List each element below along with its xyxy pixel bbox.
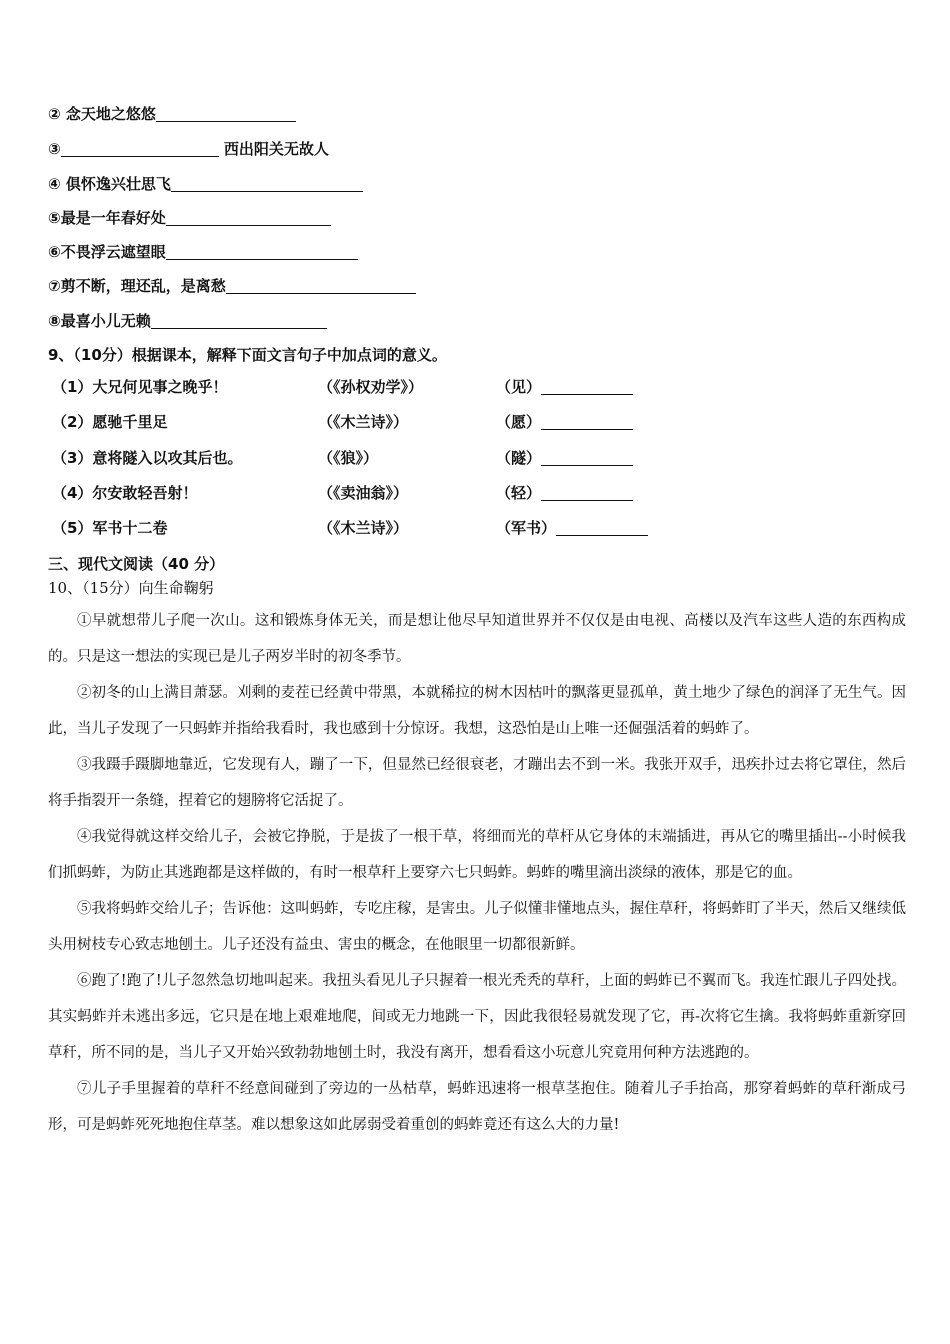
q9-word-label: （见） <box>496 378 542 396</box>
answer-blank[interactable] <box>541 378 633 395</box>
poem-line-8 <box>48 310 327 331</box>
answer-blank[interactable] <box>151 312 327 329</box>
poem-line-5 <box>48 207 331 228</box>
answer-blank[interactable] <box>541 449 633 466</box>
article-paragraph: ②初冬的山上满目萧瑟。刈剩的麦茬已经黄中带黑，本就稀拉的树木因枯叶的飘落更显孤单，黄土地少了绿色的润泽了无生气。因此，当儿子发现了一只蚂蚱并指给我看时，我也感到十分惊讶。我想，这恐怕是山上唯一还倔强活着的蚂蚱了。 <box>48 685 906 737</box>
q9-word-label: （军书） <box>496 519 557 537</box>
answer-blank[interactable] <box>541 484 633 501</box>
q9-source: （《卖油翁》） <box>318 484 409 502</box>
poem-text: ⑤最是一年春好处 <box>48 209 166 227</box>
article-body <box>48 603 906 1143</box>
answer-blank[interactable] <box>556 519 648 536</box>
poem-text: ⑧最喜小儿无赖 <box>48 312 151 330</box>
answer-blank[interactable] <box>156 105 296 122</box>
q9-word-label: （轻） <box>496 484 542 502</box>
answer-blank[interactable] <box>166 243 358 260</box>
q9-word <box>496 376 633 397</box>
poem-text: ② 念天地之悠悠 <box>48 105 156 123</box>
question-10-heading: 10、（15分）向生命鞠躬 <box>48 579 214 597</box>
article-paragraph: ⑦儿子手里握着的草秆不经意间碰到了旁边的一丛枯草，蚂蚱迅速将一根草茎抱住。随着儿子手抬高，那穿着蚂蚱的草秆渐成弓形，可是蚂蚱死死地抱住草茎。难以想象这如此孱弱受着重创的蚂蚱竟还有这么大的力量! <box>48 1081 906 1133</box>
poem-text: ④ 俱怀逸兴壮思飞 <box>48 175 171 193</box>
poem-text: 西出阳关无故人 <box>218 140 329 158</box>
poem-line-3 <box>48 138 329 159</box>
poem-text: ⑦剪不断，理还乱，是离愁 <box>48 277 226 295</box>
article-paragraph: ⑤我将蚂蚱交给儿子；告诉他：这叫蚂蚱，专吃庄稼，是害虫。儿子似懂非懂地点头，握住草秆，将蚂蚱盯了半天，然后又继续低头用树枝专心致志地刨土。儿子还没有益虫、害虫的概念，在他眼里一切都很新鲜。 <box>48 901 906 953</box>
q9-word <box>496 447 633 468</box>
answer-blank[interactable] <box>171 175 363 192</box>
q9-sentence: （5）军书十二卷 <box>52 519 168 537</box>
q9-word <box>496 411 633 432</box>
q9-source: （《木兰诗》） <box>318 519 409 537</box>
q9-word-label: （愿） <box>496 413 542 431</box>
section-3-title: 三、现代文阅读（40 分） <box>48 555 225 573</box>
q9-word-label: （隧） <box>496 449 542 467</box>
q9-word <box>496 517 648 538</box>
q9-sentence: （1）大兄何见事之晚乎！ <box>52 378 228 396</box>
poem-line-7 <box>48 275 416 296</box>
q9-source: （《木兰诗》） <box>318 413 409 431</box>
poem-line-2 <box>48 103 296 124</box>
q9-word <box>496 482 633 503</box>
q9-sentence: （2）愿驰千里足 <box>52 413 168 431</box>
q9-sentence: （3）意将隧入以攻其后也。 <box>52 449 243 467</box>
answer-blank[interactable] <box>226 277 416 294</box>
poem-line-4 <box>48 173 363 194</box>
article-paragraph: ③我蹑手蹑脚地靠近，它发现有人，蹦了一下，但显然已经很衰老，才蹦出去不到一米。我张开双手，迅疾扑过去将它罩住，然后将手指裂开一条缝，捏着它的翅膀将它活捉了。 <box>48 757 906 809</box>
q9-source: （《孙权劝学》） <box>318 378 424 396</box>
article-paragraph: ④我觉得就这样交给儿子，会被它挣脱，于是拔了一根干草，将细而光的草杆从它身体的末端插进，再从它的嘴里插出--小时候我们抓蚂蚱，为防止其逃跑都是这样做的，有时一根草秆上要穿六七只蚂蚱。蚂蚱的嘴里滴出淡绿的液体，那是它的血。 <box>48 829 906 881</box>
q9-source: （《狼》） <box>318 449 379 467</box>
article-paragraph: ⑥跑了!跑了!儿子忽然急切地叫起来。我扭头看见儿子只握着一根光秃秃的草秆，上面的蚂蚱已不翼而飞。我连忙跟儿子四处找。其实蚂蚱并未逃出多远，它只是在地上艰难地爬，间或无力地跳一下，因此我很轻易就发现了它，再-次将它生擒。我将蚂蚱重新穿回草秆，所不同的是，当儿子又开始兴致勃勃地刨土时，我没有离开，想看看这小玩意儿究竟用何种方法逃跑的。 <box>48 973 906 1061</box>
question-9-heading: 9、（10分）根据课本，解释下面文言句子中加点词的意义。 <box>48 346 447 364</box>
poem-line-6 <box>48 241 358 262</box>
answer-blank[interactable] <box>541 413 633 430</box>
q9-sentence: （4）尔安敢轻吾射！ <box>52 484 198 502</box>
article-paragraph: ①早就想带儿子爬一次山。这和锻炼身体无关，而是想让他尽早知道世界并不仅仅是由电视、高楼以及汽车这些人造的东西构成的。只是这一想法的实现已是儿子两岁半时的初冬季节。 <box>48 613 906 665</box>
poem-text: ③ <box>48 140 61 158</box>
answer-blank[interactable] <box>61 140 219 157</box>
poem-text: ⑥不畏浮云遮望眼 <box>48 243 166 261</box>
answer-blank[interactable] <box>166 209 331 226</box>
